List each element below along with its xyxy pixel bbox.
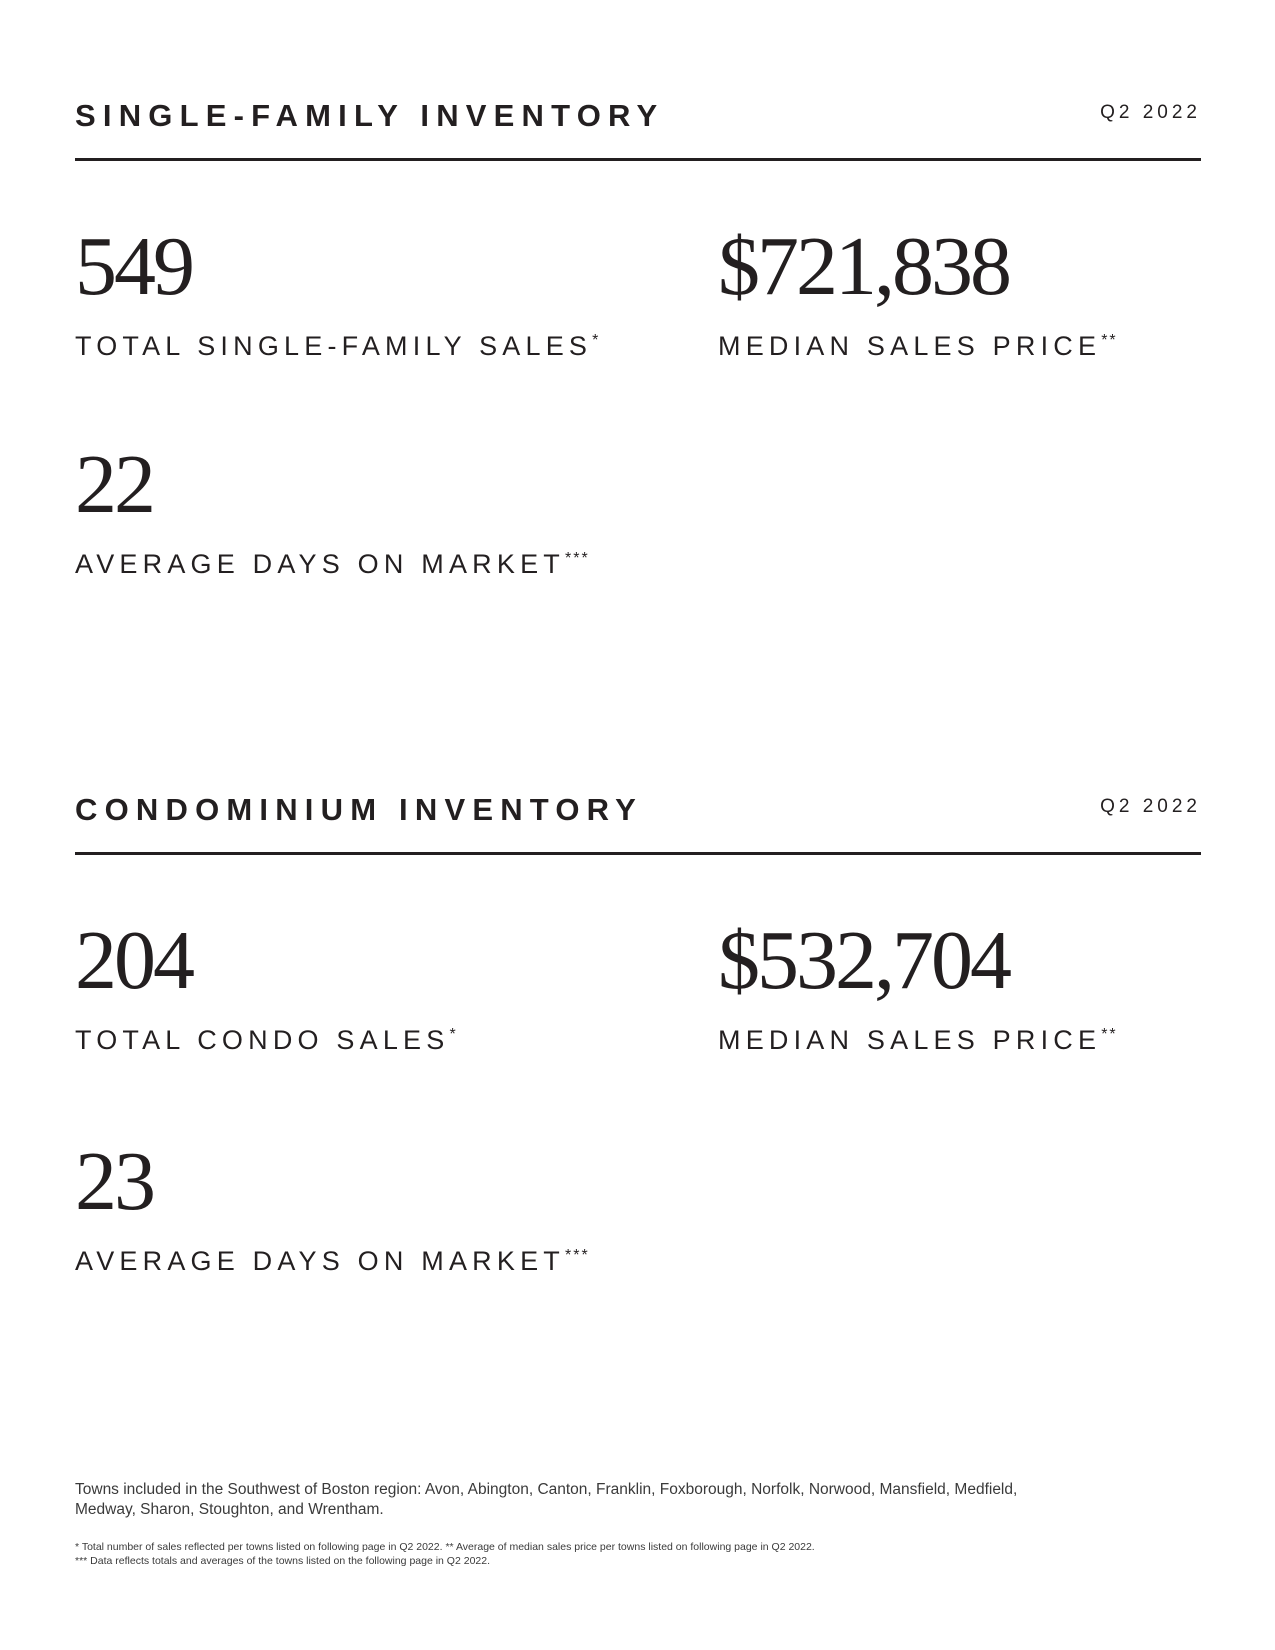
single-family-median-price-value: $721,838 bbox=[718, 220, 1009, 313]
condo-days-on-market-label bbox=[75, 1246, 590, 1277]
condo-median-price-value: $532,704 bbox=[718, 914, 1009, 1007]
footnotes bbox=[75, 1480, 1201, 1568]
fine-print-line-1: * Total number of sales reflected per towns listed on following page in Q2 2022. ** Average of median sales price per towns listed on following page in Q2 2022. bbox=[75, 1541, 815, 1553]
towns-note-line-2: Medway, Sharon, Stoughton, and Wrentham. bbox=[75, 1501, 384, 1518]
condo-days-on-market-stat bbox=[75, 1135, 590, 1277]
condominium-header bbox=[75, 772, 1201, 855]
footnote-mark: * bbox=[449, 1026, 458, 1043]
condominium-period: Q2 2022 bbox=[1100, 796, 1201, 817]
single-family-total-sales-label-text: TOTAL SINGLE-FAMILY SALES bbox=[75, 331, 593, 361]
condo-median-price-stat bbox=[718, 914, 1118, 1056]
condo-days-on-market-value: 23 bbox=[75, 1135, 153, 1228]
fine-print-line-2: *** Data reflects totals and averages of the towns listed on the following page in Q2 2022. bbox=[75, 1555, 491, 1567]
condo-total-sales-stat bbox=[75, 914, 458, 1056]
condo-median-price-label-text: MEDIAN SALES PRICE bbox=[718, 1025, 1102, 1055]
footnote-mark: *** bbox=[564, 550, 590, 567]
single-family-title: SINGLE-FAMILY INVENTORY bbox=[75, 98, 665, 133]
single-family-period: Q2 2022 bbox=[1100, 102, 1201, 123]
single-family-days-on-market-value: 22 bbox=[75, 438, 153, 531]
single-family-days-on-market-label-text: AVERAGE DAYS ON MARKET bbox=[75, 549, 565, 579]
footnote-mark: ** bbox=[1101, 1026, 1118, 1043]
single-family-section bbox=[75, 78, 1201, 161]
footnote-mark: ** bbox=[1101, 332, 1118, 349]
single-family-total-sales-stat bbox=[75, 220, 601, 362]
condo-total-sales-value: 204 bbox=[75, 914, 192, 1007]
single-family-total-sales-value: 549 bbox=[75, 220, 192, 313]
single-family-total-sales-label bbox=[75, 331, 600, 362]
condominium-section bbox=[75, 772, 1201, 855]
condo-total-sales-label-text: TOTAL CONDO SALES bbox=[75, 1025, 450, 1055]
condo-total-sales-label bbox=[75, 1025, 458, 1056]
single-family-median-price-label-text: MEDIAN SALES PRICE bbox=[718, 331, 1102, 361]
single-family-header bbox=[75, 78, 1201, 161]
towns-note-line-1: Towns included in the Southwest of Boston region: Avon, Abington, Canton, Franklin, Foxborough, Norfolk, Norwood, Mansfield, Medfield, bbox=[75, 1481, 1018, 1498]
footnote-mark: * bbox=[592, 332, 601, 349]
single-family-median-price-label bbox=[718, 331, 1118, 362]
condo-days-on-market-label-text: AVERAGE DAYS ON MARKET bbox=[75, 1246, 565, 1276]
single-family-median-price-stat bbox=[718, 220, 1118, 362]
footnote-mark: *** bbox=[564, 1247, 590, 1264]
single-family-days-on-market-stat bbox=[75, 438, 590, 580]
condominium-title: CONDOMINIUM INVENTORY bbox=[75, 792, 643, 827]
fine-print bbox=[75, 1540, 1201, 1568]
single-family-days-on-market-label bbox=[75, 549, 590, 580]
towns-note bbox=[75, 1480, 1201, 1520]
condo-median-price-label bbox=[718, 1025, 1118, 1056]
